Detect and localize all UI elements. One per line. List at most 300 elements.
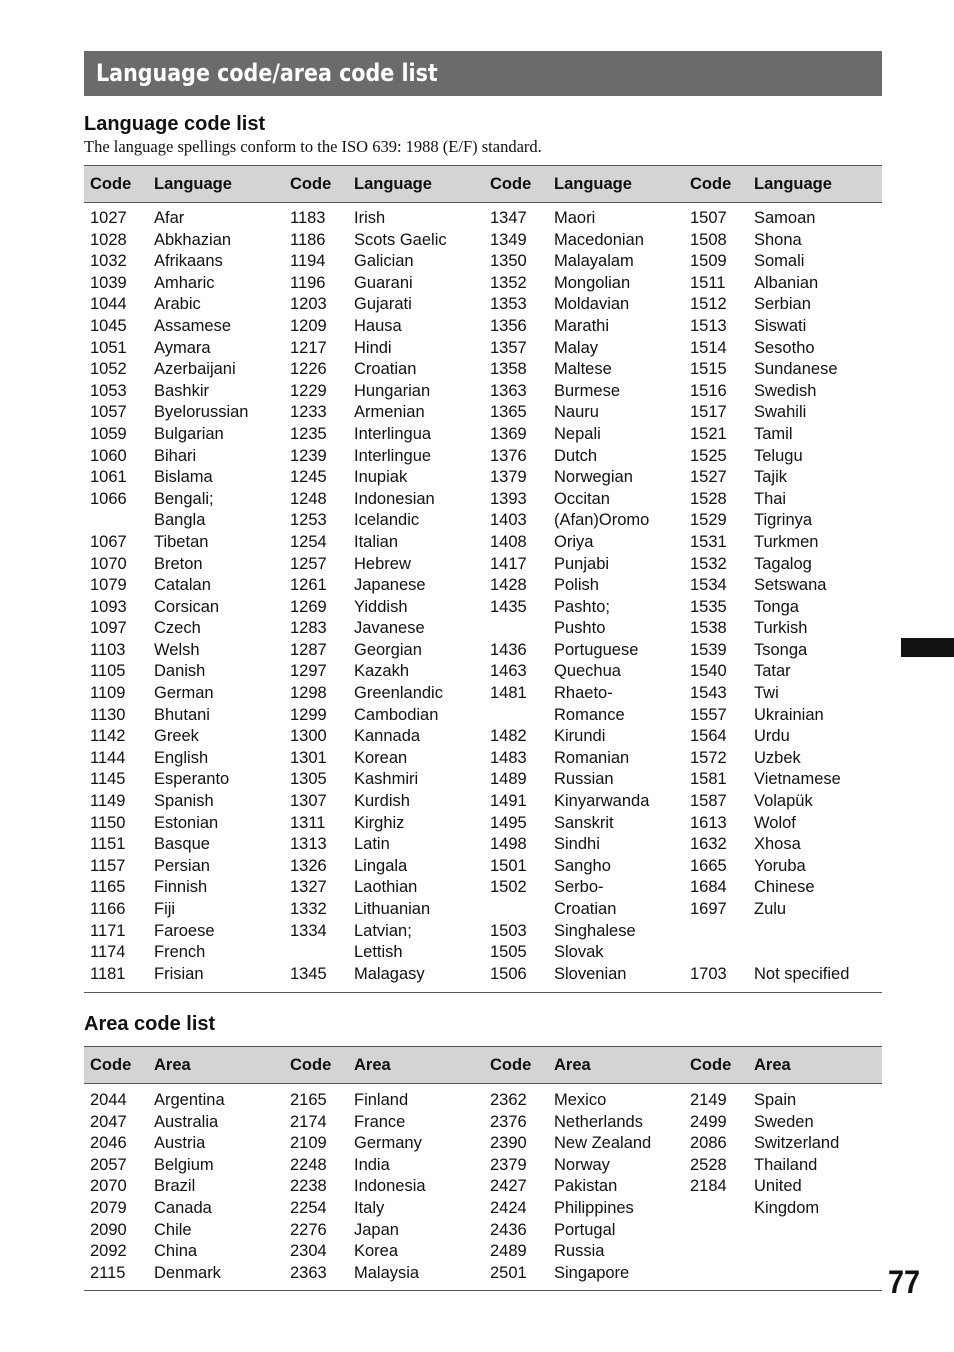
language-name-cell: Tonga (754, 597, 799, 616)
language-name-cell: Korean (354, 748, 408, 767)
code-cell: 1174 (90, 943, 126, 962)
table-row (484, 618, 684, 640)
language-name-cell: Greenlandic (354, 684, 443, 703)
language-name-cell: Xhosa (754, 835, 801, 854)
language-name-cell: Inupiak (354, 468, 408, 487)
language-name-cell: Bengali; (154, 489, 214, 508)
table-row (484, 359, 684, 381)
table-row (684, 1198, 884, 1220)
table-row (684, 575, 884, 597)
table-row (284, 1263, 484, 1285)
table-row (684, 424, 884, 446)
language-name-cell: Not specified (754, 964, 850, 983)
table-row (284, 683, 484, 705)
language-column-group (284, 208, 484, 985)
table-row (684, 446, 884, 468)
area-name-cell: India (354, 1155, 390, 1174)
code-cell: 2304 (290, 1242, 327, 1261)
table-row (84, 856, 284, 878)
table-row (84, 1090, 284, 1112)
table-row (484, 597, 684, 619)
code-cell: 1239 (290, 446, 327, 465)
language-name-cell: Afrikaans (154, 252, 223, 271)
language-name-cell: Indonesian (354, 489, 435, 508)
code-cell: 1297 (290, 662, 327, 681)
table-row (284, 856, 484, 878)
language-name-cell: Kinyarwanda (554, 792, 650, 811)
language-name-cell: Interlingua (354, 424, 432, 443)
code-cell: 1564 (690, 727, 727, 746)
code-cell: 1501 (490, 856, 527, 875)
table-row (84, 359, 284, 381)
code-cell: 1045 (90, 316, 127, 335)
area-name-cell: Netherlands (554, 1112, 643, 1131)
table-row (684, 618, 884, 640)
table-row (284, 899, 484, 921)
area-name-cell: Philippines (554, 1198, 634, 1217)
table-row (84, 791, 284, 813)
code-cell: 1529 (690, 511, 727, 530)
table-row (84, 575, 284, 597)
language-name-cell: Marathi (554, 316, 610, 335)
code-cell: 1393 (490, 489, 527, 508)
table-row (284, 554, 484, 576)
table-row (84, 1133, 284, 1155)
language-name-cell: Pashto; (554, 597, 610, 616)
code-cell: 2046 (90, 1134, 127, 1153)
code-cell: 1435 (490, 597, 527, 616)
table-row (684, 748, 884, 770)
language-name-cell: Aymara (154, 338, 211, 357)
code-cell: 1181 (90, 964, 126, 983)
table-row (284, 575, 484, 597)
table-row (84, 748, 284, 770)
table-row (84, 921, 284, 943)
table-row (484, 1198, 684, 1220)
language-name-cell: Cambodian (354, 705, 439, 724)
table-row (684, 1155, 884, 1177)
code-cell: 2528 (690, 1155, 727, 1174)
table-row (684, 554, 884, 576)
code-cell: 1057 (90, 403, 127, 422)
language-name-cell: Tsonga (754, 640, 808, 659)
code-cell: 2363 (290, 1263, 327, 1282)
table-row (84, 273, 284, 295)
table-row (284, 467, 484, 489)
language-name-cell: French (154, 943, 206, 962)
language-name-cell: Albanian (754, 273, 819, 292)
language-name-cell: Somali (754, 252, 805, 271)
table-row (684, 726, 884, 748)
code-cell: 1151 (90, 835, 126, 854)
language-name-cell: Javanese (354, 619, 425, 638)
language-name-cell: Kazakh (354, 662, 410, 681)
table-row (484, 791, 684, 813)
code-cell: 2379 (490, 1155, 527, 1174)
language-name-cell: Arabic (154, 295, 201, 314)
code-cell: 1109 (90, 684, 126, 703)
table-row (484, 640, 684, 662)
table-row (484, 877, 684, 899)
code-cell: 1287 (290, 640, 327, 659)
table-row (684, 899, 884, 921)
code-cell: 1334 (290, 921, 327, 940)
table-row (484, 748, 684, 770)
table-row (484, 532, 684, 554)
table-row (284, 791, 484, 813)
code-cell: 1032 (90, 252, 127, 271)
table-row (84, 683, 284, 705)
language-name-cell: Turkish (754, 619, 808, 638)
code-cell: 1196 (290, 273, 326, 292)
area-name-cell: Indonesia (354, 1177, 426, 1196)
language-name-cell: Assamese (154, 316, 232, 335)
table-row (84, 618, 284, 640)
language-name-cell: Dutch (554, 446, 598, 465)
header-code: Code (90, 1056, 132, 1074)
code-cell: 1313 (290, 835, 327, 854)
table-row (484, 661, 684, 683)
language-name-cell: Quechua (554, 662, 621, 681)
language-name-cell: Romanian (554, 748, 630, 767)
language-name-cell: Oriya (554, 532, 594, 551)
header-area: Area (754, 1056, 791, 1074)
language-name-cell: Scots Gaelic (354, 230, 447, 249)
language-name-cell: Catalan (154, 576, 211, 595)
area-name-cell: Pakistan (554, 1177, 618, 1196)
code-cell: 1503 (490, 921, 527, 940)
code-cell: 2174 (290, 1112, 327, 1131)
code-cell: 1356 (490, 316, 527, 335)
code-cell: 1044 (90, 295, 127, 314)
table-row (484, 510, 684, 532)
header-language: Language (154, 175, 232, 193)
table-row (84, 640, 284, 662)
language-name-cell: Punjabi (554, 554, 610, 573)
code-cell: 1502 (490, 878, 527, 897)
language-name-cell: Setswana (754, 576, 827, 595)
code-cell: 1157 (90, 856, 126, 875)
table-row (84, 532, 284, 554)
code-cell: 1144 (90, 748, 126, 767)
area-name-cell: Portugal (554, 1220, 616, 1239)
code-cell: 1245 (290, 468, 327, 487)
code-cell: 2090 (90, 1220, 127, 1239)
language-name-cell: Bihari (154, 446, 197, 465)
table-row (284, 597, 484, 619)
code-cell: 1347 (490, 209, 527, 227)
language-name-cell: Danish (154, 662, 206, 681)
table-row (484, 726, 684, 748)
code-cell: 2115 (90, 1263, 126, 1282)
header-area: Area (554, 1056, 591, 1074)
language-name-cell: Maori (554, 209, 596, 227)
language-name-cell: Romance (554, 705, 625, 724)
language-name-cell: Lettish (354, 943, 403, 962)
language-table-body (84, 203, 882, 993)
code-cell: 1298 (290, 684, 327, 703)
table-row (484, 964, 684, 986)
code-cell: 2149 (690, 1091, 727, 1109)
code-cell: 1463 (490, 662, 527, 681)
code-cell: 1527 (690, 468, 727, 487)
language-name-cell: Burmese (554, 381, 621, 400)
language-name-cell: Tatar (754, 662, 791, 681)
code-cell: 1703 (690, 964, 727, 983)
area-name-cell: France (354, 1112, 406, 1131)
code-cell: 2057 (90, 1155, 127, 1174)
language-name-cell: Singhalese (554, 921, 636, 940)
code-cell: 1684 (690, 878, 727, 897)
code-cell: 2376 (490, 1112, 527, 1131)
table-row (484, 1176, 684, 1198)
table-row (84, 381, 284, 403)
code-cell: 2086 (690, 1134, 727, 1153)
page-title: Language code/area code list (96, 59, 438, 87)
table-row (84, 402, 284, 424)
code-cell: 1365 (490, 403, 527, 422)
code-cell: 1097 (90, 619, 127, 638)
code-cell: 1301 (290, 748, 327, 767)
code-cell: 1027 (90, 209, 127, 227)
code-cell: 1052 (90, 360, 127, 379)
language-name-cell: Sesotho (754, 338, 815, 357)
code-cell: 1194 (290, 252, 326, 271)
code-cell: 1512 (690, 295, 727, 314)
code-cell: 1506 (490, 964, 527, 983)
table-row (84, 597, 284, 619)
code-cell: 1093 (90, 597, 127, 616)
code-cell: 1171 (90, 921, 126, 940)
table-row (684, 251, 884, 273)
code-cell: 1540 (690, 662, 727, 681)
table-row (284, 1155, 484, 1177)
code-cell: 1079 (90, 576, 127, 595)
table-row (484, 1133, 684, 1155)
code-cell: 1495 (490, 813, 527, 832)
table-row (284, 251, 484, 273)
table-row (684, 942, 884, 964)
table-row (684, 381, 884, 403)
language-name-cell: Yiddish (354, 597, 408, 616)
language-name-cell: Esperanto (154, 770, 230, 789)
language-name-cell: Russian (554, 770, 614, 789)
language-name-cell: Serbo- (554, 878, 604, 897)
header-language: Language (754, 175, 832, 193)
code-cell: 1327 (290, 878, 327, 897)
table-row (484, 1220, 684, 1242)
area-table-body (84, 1084, 882, 1291)
language-name-cell: Bangla (154, 511, 206, 530)
language-name-cell: Tajik (754, 468, 788, 487)
code-cell: 1528 (690, 489, 727, 508)
code-cell: 1508 (690, 230, 727, 249)
area-name-cell: Spain (754, 1091, 797, 1109)
area-column-group (684, 1090, 884, 1220)
table-row (84, 899, 284, 921)
area-name-cell: China (154, 1242, 198, 1261)
code-cell: 1053 (90, 381, 127, 400)
code-cell: 1581 (690, 770, 727, 789)
code-cell: 1059 (90, 424, 127, 443)
table-row (284, 446, 484, 468)
header-code: Code (290, 175, 332, 193)
language-name-cell: Kannada (354, 727, 421, 746)
code-cell: 2436 (490, 1220, 527, 1239)
language-name-cell: Welsh (154, 640, 200, 659)
code-cell: 1697 (690, 900, 727, 918)
language-section-subtitle: The language spellings conform to the ISO 639: 1988 (E/F) standard. (84, 137, 542, 156)
language-name-cell: Urdu (754, 727, 790, 746)
area-name-cell: Austria (154, 1134, 206, 1153)
table-row (484, 381, 684, 403)
table-row (484, 424, 684, 446)
language-name-cell: Hindi (354, 338, 392, 357)
header-code: Code (490, 1056, 532, 1074)
table-row (484, 316, 684, 338)
language-name-cell: Moldavian (554, 295, 630, 314)
table-row (284, 813, 484, 835)
code-cell: 1345 (290, 964, 327, 983)
table-row (684, 1133, 884, 1155)
table-row (284, 424, 484, 446)
area-name-cell: Belgium (154, 1155, 214, 1174)
area-name-cell: Canada (154, 1198, 212, 1217)
area-column-group (284, 1090, 484, 1284)
code-cell: 2184 (690, 1177, 727, 1196)
table-row (684, 230, 884, 252)
code-cell: 1481 (490, 684, 527, 703)
table-row (284, 964, 484, 986)
header-code: Code (90, 175, 132, 193)
code-cell: 1491 (490, 792, 527, 811)
code-cell: 1311 (290, 813, 326, 832)
area-name-cell: Switzerland (754, 1134, 840, 1153)
table-row (484, 208, 684, 230)
table-row (484, 834, 684, 856)
area-table-header (84, 1046, 882, 1084)
code-cell: 1253 (290, 511, 327, 530)
code-cell: 1060 (90, 446, 127, 465)
area-name-cell: Germany (354, 1134, 422, 1153)
code-cell: 1305 (290, 770, 327, 789)
table-row (484, 251, 684, 273)
table-row (84, 251, 284, 273)
table-row (684, 791, 884, 813)
language-name-cell: Slovenian (554, 964, 627, 983)
code-cell: 1572 (690, 748, 727, 767)
header-language: Language (354, 175, 432, 193)
table-row (484, 489, 684, 511)
language-name-cell: Galician (354, 252, 414, 271)
table-row (284, 726, 484, 748)
language-name-cell: Breton (154, 554, 203, 573)
header-code: Code (690, 175, 732, 193)
code-cell: 1186 (290, 230, 326, 249)
area-name-cell: Russia (554, 1242, 605, 1261)
code-cell: 1257 (290, 554, 327, 573)
language-name-cell: Croatian (554, 900, 617, 918)
code-cell: 1203 (290, 295, 327, 314)
table-row (684, 489, 884, 511)
table-row (284, 877, 484, 899)
code-cell: 1358 (490, 360, 527, 379)
code-cell: 1130 (90, 705, 126, 724)
language-name-cell: Volapük (754, 792, 813, 811)
language-name-cell: Samoan (754, 209, 816, 227)
table-row (84, 294, 284, 316)
table-row (684, 921, 884, 943)
code-cell: 1070 (90, 554, 127, 573)
table-row (484, 446, 684, 468)
table-row (684, 661, 884, 683)
code-cell: 1300 (290, 727, 327, 746)
table-row (684, 467, 884, 489)
code-cell: 1352 (490, 273, 527, 292)
language-name-cell: Uzbek (754, 748, 801, 767)
code-cell: 1483 (490, 748, 527, 767)
code-cell: 1376 (490, 446, 527, 465)
language-name-cell: Croatian (354, 360, 417, 379)
language-name-cell: Sanskrit (554, 813, 614, 832)
table-row (684, 705, 884, 727)
code-cell: 1226 (290, 360, 327, 379)
code-cell: 1066 (90, 489, 127, 508)
language-name-cell: Basque (154, 835, 210, 854)
table-row (684, 834, 884, 856)
code-cell: 1051 (90, 338, 127, 357)
code-cell: 2079 (90, 1198, 127, 1217)
code-cell: 1514 (690, 338, 727, 357)
code-cell: 1534 (690, 576, 727, 595)
language-name-cell: Interlingue (354, 446, 432, 465)
table-row (484, 1112, 684, 1134)
table-row (84, 489, 284, 511)
code-cell: 1482 (490, 727, 527, 746)
language-name-cell: Turkmen (754, 532, 819, 551)
table-row (84, 661, 284, 683)
table-row (284, 942, 484, 964)
code-cell: 2254 (290, 1198, 327, 1217)
code-cell: 2092 (90, 1242, 127, 1261)
table-row (284, 316, 484, 338)
table-row (284, 661, 484, 683)
language-name-cell: Norwegian (554, 468, 633, 487)
area-name-cell: New Zealand (554, 1134, 652, 1153)
table-row (84, 467, 284, 489)
language-name-cell: Georgian (354, 640, 422, 659)
header-code: Code (290, 1056, 332, 1074)
language-name-cell: Malayalam (554, 252, 634, 271)
table-row (284, 769, 484, 791)
language-name-cell: Guarani (354, 273, 413, 292)
table-row (84, 942, 284, 964)
language-section-title: Language code list (84, 113, 266, 135)
area-section-title: Area code list (84, 1013, 216, 1035)
table-row (284, 381, 484, 403)
language-name-cell: Telugu (754, 446, 803, 465)
header-code: Code (490, 175, 532, 193)
code-cell: 1103 (90, 640, 126, 659)
table-row (284, 1220, 484, 1242)
page-title-banner (84, 51, 882, 96)
language-name-cell: Maltese (554, 360, 612, 379)
table-row (284, 705, 484, 727)
table-row (84, 1220, 284, 1242)
code-cell: 1229 (290, 381, 327, 400)
code-cell: 1513 (690, 316, 727, 335)
table-row (284, 489, 484, 511)
